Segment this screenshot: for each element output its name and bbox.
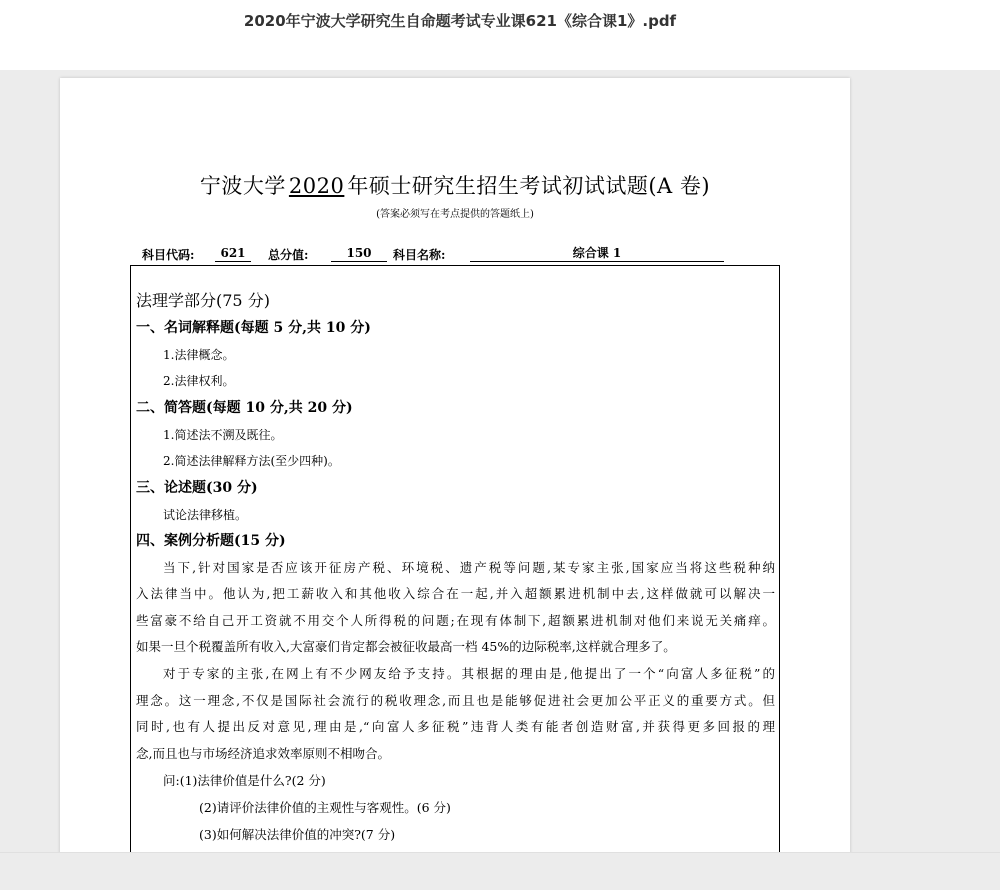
case-paragraph-line: 当下,针对国家是否应该开征房产税、环境税、遗产税等问题,某专家主张,国家应当将这些税种纳 — [163, 560, 775, 575]
exam-title-suffix: 年硕士研究生招生考试初试试题(A 卷) — [347, 174, 711, 198]
case-paragraph-line: 些富豪不给自己开工资就不用交个人所得税的问题;在现有体制下,超额累进机制对他们来说无关痛痒。 — [136, 613, 775, 628]
pdf-page — [60, 78, 850, 890]
pdf-viewer[interactable] — [0, 70, 1000, 890]
total-score-value: 150 — [331, 246, 387, 262]
exam-title-year: 2020 — [288, 174, 345, 198]
case-paragraph-line: 念,而且也与市场经济追求效率原则不相吻合。 — [136, 746, 390, 761]
subject-code-label: 科目代码: — [142, 248, 195, 262]
section-1-item: 2.法律权利。 — [163, 374, 235, 388]
question-line: (3)如何解决法律价值的冲突?(7 分) — [199, 827, 396, 842]
subject-name-label: 科目名称: — [393, 248, 446, 262]
total-score-label: 总分值: — [268, 248, 309, 262]
question-line: (2)请评价法律价值的主观性与客观性。(6 分) — [199, 800, 451, 815]
section-2-title: 二、简答题(每题 10 分,共 20 分) — [136, 400, 353, 416]
section-3-title: 三、论述题(30 分) — [136, 480, 258, 496]
section-3-item: 试论法律移植。 — [163, 508, 248, 522]
section-1-title: 一、名词解释题(每题 5 分,共 10 分) — [136, 320, 371, 336]
bottom-bar — [0, 852, 1000, 890]
document-title: 2020年宁波大学研究生自命题考试专业课621《综合课1》.pdf — [243, 12, 677, 30]
section-2-item: 2.简述法律解释方法(至少四种)。 — [163, 454, 340, 468]
case-paragraph-line: 入法律当中。他认为,把工薪收入和其他收入综合在一起,并入超额累进机制中去,这样做就可以解决一 — [136, 586, 775, 601]
question-box — [130, 265, 780, 890]
section-4-title: 四、案例分析题(15 分) — [136, 533, 286, 549]
section-1-item: 1.法律概念。 — [163, 348, 235, 362]
exam-title — [60, 170, 850, 200]
case-paragraph-line: 如果一旦个税覆盖所有收入,大富豪们肯定都会被征收最高一档 45%的边际税率,这样就合理多了。 — [136, 639, 676, 654]
exam-note: (答案必须写在考点提供的答题纸上) — [376, 209, 534, 220]
subject-name-value: 综合课 1 — [470, 246, 724, 262]
subject-code-value: 621 — [215, 246, 251, 262]
case-paragraph-line: 理念。这一理念,不仅是国际社会流行的税收理念,而且也是能够促进社会更加公平正义的重要方式。但 — [136, 693, 775, 708]
case-paragraph-line: 对于专家的主张,在网上有不少网友给予支持。其根据的理由是,他提出了一个“向富人多征税”的 — [163, 666, 775, 681]
case-paragraph-line: 同时,也有人提出反对意见,理由是,“向富人多征税”违背人类有能者创造财富,并获得更多回报的理 — [136, 719, 775, 734]
exam-title-prefix: 宁波大学 — [199, 174, 286, 198]
section-2-item: 1.简述法不溯及既往。 — [163, 428, 283, 442]
part-title: 法理学部分(75 分) — [136, 291, 270, 310]
question-line: 问:(1)法律价值是什么?(2 分) — [163, 773, 326, 788]
title-bar — [0, 0, 1000, 70]
